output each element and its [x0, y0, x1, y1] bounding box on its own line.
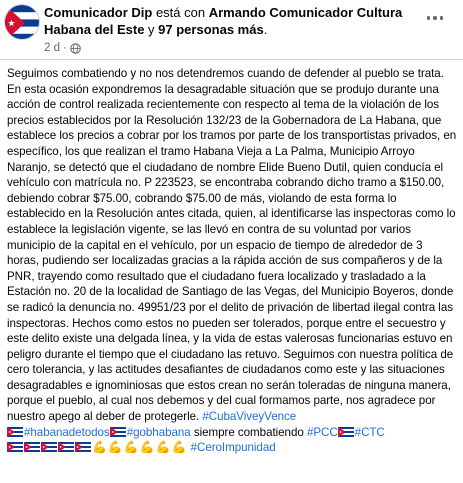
- flexed-biceps-icon: 💪: [155, 440, 171, 455]
- post-text: [7, 66, 460, 456]
- meta-separator: ·: [63, 42, 67, 54]
- hashtag-link[interactable]: #CubaViveyVence: [202, 410, 297, 424]
- cuba-flag-icon: [110, 427, 126, 437]
- hashtag-link[interactable]: #CTC: [354, 425, 385, 439]
- post-timestamp-link[interactable]: 2 d: [44, 42, 60, 54]
- flexed-biceps-icon: 💪: [171, 440, 187, 455]
- hashtag-link[interactable]: #CeroImpunidad: [190, 441, 276, 455]
- cuba-flag-icon: [338, 427, 354, 437]
- flexed-biceps-icon: 💪: [92, 440, 107, 455]
- cuba-flag-icon: [24, 442, 40, 452]
- globe-icon: [70, 43, 81, 54]
- connector-text: está con: [152, 5, 209, 20]
- dot-icon: [427, 16, 431, 20]
- cuba-flag-icon: [7, 442, 23, 452]
- tagged-person-link[interactable]: Armando Comunicador Cultura Habana del Este: [44, 5, 403, 37]
- and-text: y: [144, 22, 159, 37]
- avatar[interactable]: [4, 4, 40, 40]
- post-body-text: Seguimos combatiendo y no nos detendremos cuando de defender al pueblo se trata. En esta ocasión expondremos la desagradable situación que se produjo durante una acción de control realizada recientemente con respecto al tema de la violación de los precios establecidos por la Resolución 132/23 de la Gobernadora de La Habana, que establece los precios a cobrar por los tramos por parte de los transportistas privados, en específico, los que realizan el tramo Habana Vieja a La Palma, Municipio Arroyo Naranjo, se detectó que el ciudadano de nombre Elide Bueno Dutil, quien conducía el vehículo con matrícula no. P 223523, se encontraba cobrando dicho tramo a $150.00, debiendo cobrar $75.00, cobrando $75.00 de más, violando de esta forma lo establecido en la Resolución antes citada, quien, al identificarse las inspectoras como lo establece la legislación vigente, se las llevó en contra de su voluntad por varios municipio de la capital en el vehículo, por un espacio de tiempo de alrededor de 3 horas, pudiendo ser localizadas gracias a la rápida acción de sus compañeros y de la PNR, trayendo como resultado que el ciudadano fuera localizado y trasladado a la Estación no. 20 de la localidad de Santiago de las Vegas, del Municipio Boyeros, donde se radicó la denuncia no. 49951/23 por el delito de privación de libertad ilegal contra las inspectoras. Hechos como estos no pueden ser tolerados, porque entre el secuestro y este delito existe una delgada línea, y la vida de estas valerosas funcionarias estuvo en peligro durante el tiempo que el ciudadano las retuvo. Seguimos con nuestra política de cero tolerancia, y las actitudes desafiantes de ciudadanos como este y las situaciones desagradables e ignominiosas que estos crean no serán toleradas de ninguna manera, porque el pueblo, al cual nos debemos y del cual formamos parte, nos agradece por nuestro apego al deber de protegerle.: [7, 67, 460, 424]
- text-between: siempre combatiendo: [190, 425, 307, 439]
- cuba-flag-icon: [41, 442, 57, 452]
- hashtag-link[interactable]: #habanadetodos: [24, 425, 110, 439]
- author-name-link[interactable]: Comunicador Dip: [44, 5, 153, 20]
- cuba-flag-avatar-icon: [5, 5, 40, 40]
- flexed-biceps-icon: 💪: [123, 440, 139, 455]
- flexed-biceps-icon: 💪: [139, 440, 155, 455]
- post-body: [0, 59, 463, 483]
- cuba-flag-icon: [75, 442, 91, 452]
- others-link[interactable]: 97 personas más: [158, 22, 264, 37]
- dot-icon: [440, 16, 444, 20]
- hashtag-link[interactable]: #gobhabana: [126, 425, 191, 439]
- post-header: [0, 0, 463, 58]
- cuba-flag-icon: [7, 427, 23, 437]
- post-title: [44, 4, 424, 38]
- period-text: .: [263, 22, 268, 37]
- dot-icon: [433, 16, 437, 20]
- hashtag-link[interactable]: #PCC: [306, 425, 338, 439]
- flexed-biceps-icon: 💪: [107, 440, 123, 455]
- more-options-button[interactable]: [423, 6, 447, 30]
- post-meta: [44, 42, 81, 54]
- cuba-flag-icon: [58, 442, 74, 452]
